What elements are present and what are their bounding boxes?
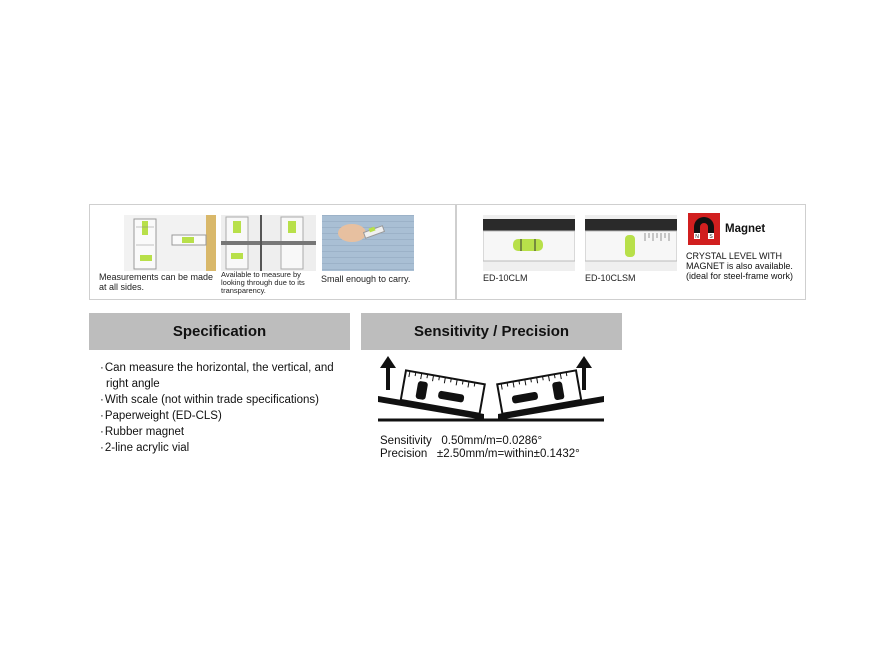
ed-10clsm-label: ED-10CLSM [585, 273, 636, 283]
svg-text:S: S [709, 234, 713, 240]
svg-text:N: N [695, 234, 699, 240]
spec-item: · Rubber magnet [98, 424, 356, 440]
sides-measure-image [124, 215, 216, 271]
spec-item: · With scale (not within trade specifications) [98, 392, 356, 408]
magnet-description: CRYSTAL LEVEL WITH MAGNET is also available. (ideal for steel-frame work) [686, 251, 794, 281]
carry-caption: Small enough to carry. [321, 274, 411, 284]
specification-list [98, 360, 356, 456]
ed-10clm-label: ED-10CLM [483, 273, 528, 283]
spec-item: · 2-line acrylic vial [98, 440, 356, 456]
tilt-diagram [376, 354, 606, 426]
transparency-image [221, 215, 316, 271]
precision-value: Precision ±2.50mm/m=within±0.1432° [380, 448, 580, 460]
carry-image [322, 215, 414, 271]
sides-caption: Measurements can be made at all sides. [99, 272, 214, 292]
specification-header: Specification [89, 313, 350, 350]
ed-10clsm-image [585, 215, 677, 271]
spec-item: · Can measure the horizontal, the vertical, and right angle [98, 360, 356, 392]
sensitivity-value: Sensitivity 0.50mm/m=0.0286° [380, 435, 543, 447]
transparency-caption: Available to measure by looking through due to its transparency. [221, 270, 305, 295]
magnet-icon [688, 213, 720, 245]
features-panel-left [89, 204, 456, 300]
sensitivity-header: Sensitivity / Precision [361, 313, 622, 350]
spec-item: · Paperweight (ED-CLS) [98, 408, 356, 424]
magnet-title: Magnet [725, 223, 766, 235]
ed-10clm-image [483, 215, 575, 271]
